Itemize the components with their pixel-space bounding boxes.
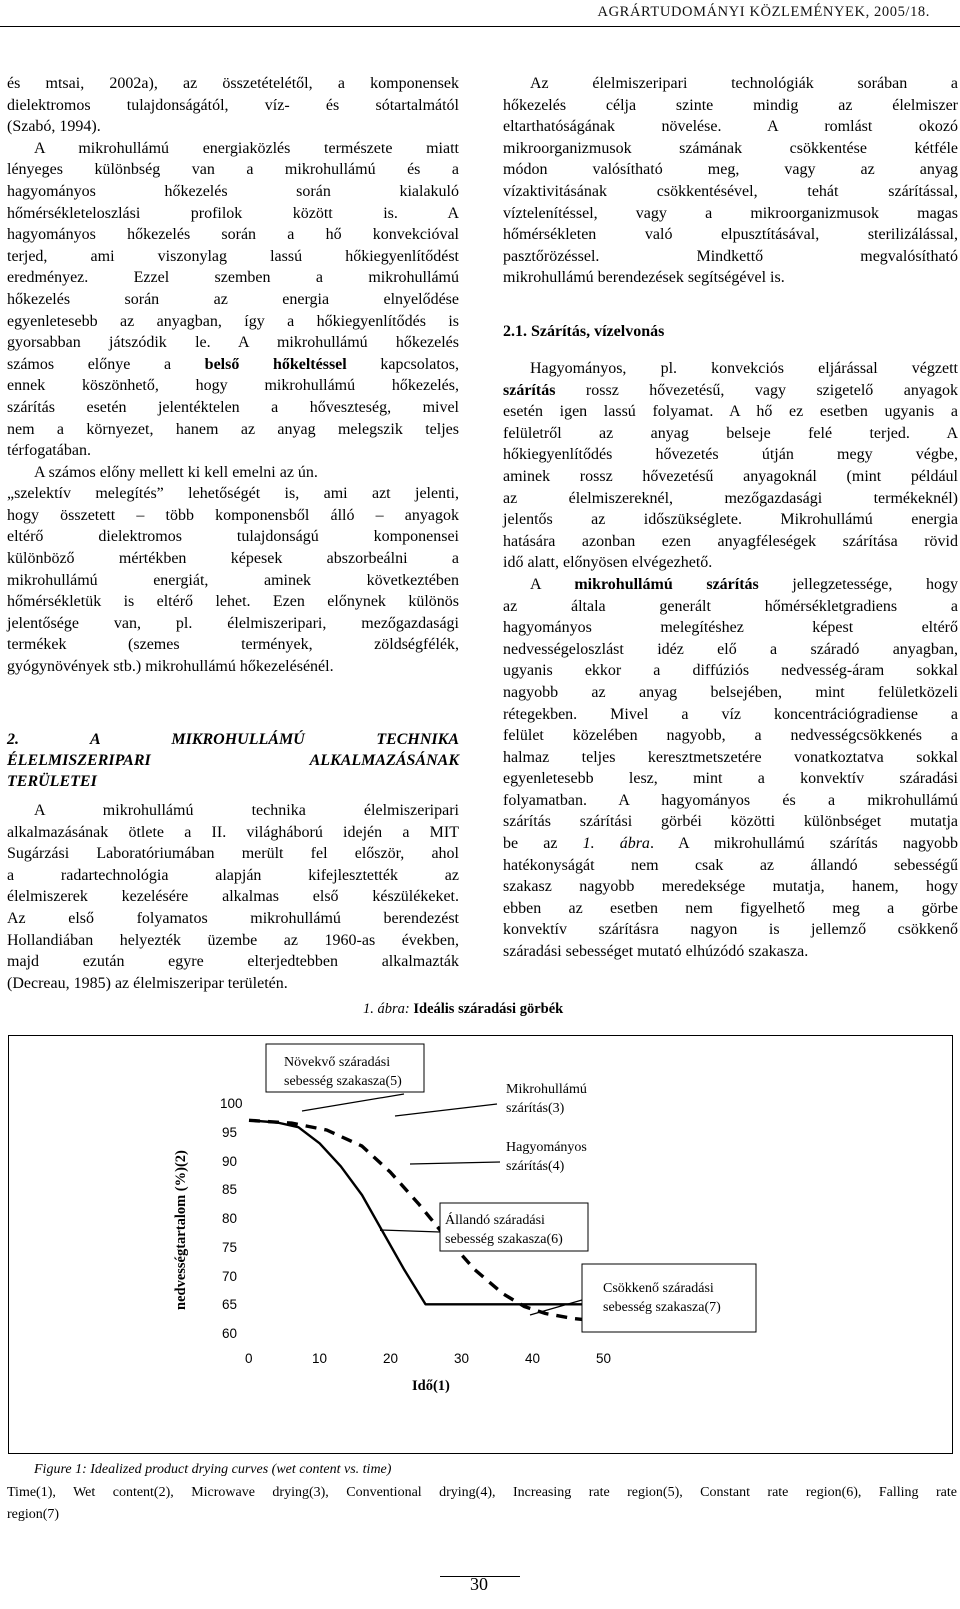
paragraph	[7, 800, 459, 994]
text-line: idő alatt, előnyösen elvégezhető.	[503, 554, 713, 572]
text-line: A mikrohullámú technika élelmiszeripari	[34, 802, 459, 819]
annotation-text: Mikrohullámú	[506, 1082, 587, 1097]
annotation-text: szárítás(4)	[506, 1159, 565, 1174]
text-line: hőkiegyenlítődés hővezetés útján megy végbe,	[503, 446, 958, 464]
text-line: dielektromos tulajdonságától, víz- és sótartalmától	[7, 96, 459, 114]
text-line: hatékonyságát nem csak az állandó sebességű	[503, 856, 958, 874]
text-run: rossz hővezetésű, vagy szigetelő anyagok	[555, 381, 958, 399]
text-line: hagyományos hőkezelés során kialakuló	[7, 182, 459, 200]
text-line: folyamatban. A hagyományos és a mikrohullámú	[503, 791, 958, 809]
annotation-text: Csökkenő száradási	[603, 1281, 714, 1296]
text-line: az általa generált hőmérsékletgradiens a	[503, 597, 958, 615]
text-line: ugyanis ekkor a diffúziós nedvesség-áram sokkal	[503, 662, 958, 680]
y-tick-label: 65	[222, 1297, 238, 1312]
label-increasing-rate	[266, 1044, 424, 1092]
label-constant-rate	[440, 1203, 588, 1251]
text-line: Hollandiában helyezték üzembe az 1960-as években,	[7, 931, 459, 949]
figure-caption	[363, 1001, 563, 1018]
paragraph	[7, 138, 459, 462]
label-microwave	[506, 1082, 587, 1116]
section-heading-2-1: 2.1. Szárítás, vízelvonás	[503, 323, 665, 340]
text-line: mikrohullámú berendezések segítségével is.	[503, 269, 785, 287]
text-line: lényeges különbség van a mikrohullámú és a	[7, 161, 459, 179]
text-line: nagyobb az anyag belsejében, mint felületközeli	[503, 683, 958, 701]
leader-line	[410, 1162, 500, 1164]
text-line: különböző mértékben képesek abszorbeálni a	[7, 550, 459, 568]
heading-line: TERÜLETEI	[7, 773, 97, 790]
bold-term: mikrohullámú szárítás	[574, 575, 759, 593]
text-line: ennek köszönhető, hogy mikrohullámú hőkezelés,	[7, 377, 459, 395]
text-line: terjed, ami viszonylag lassú hőkiegyenlítődést	[7, 247, 459, 265]
text-line: termékek (szemes termények, zöldségfélék,	[7, 636, 459, 654]
text-line: halmaz teljes keresztmetszetére vonatkoztatva sokkal	[503, 748, 958, 766]
annotation-box	[582, 1264, 756, 1332]
leader-line	[395, 1104, 497, 1116]
text-line: hagyományos hőkezelés során a hő konvekcióval	[7, 226, 459, 244]
text-line	[503, 380, 958, 402]
drying-curves-chart	[0, 1034, 960, 1460]
text-line: gyógynövények stb.) mikrohullámú hőkezelésénél.	[7, 658, 334, 676]
annotation-text: sebesség szakasza(6)	[445, 1232, 563, 1247]
leader-line	[302, 1094, 404, 1111]
x-tick-label: 30	[454, 1351, 470, 1366]
x-tick-label: 20	[383, 1351, 399, 1366]
x-tick-label: 10	[312, 1351, 328, 1366]
text-line: (Decreau, 1985) az élelmiszeripar területén.	[7, 974, 288, 992]
figure-title: Ideális száradási görbék	[413, 1001, 564, 1017]
text-line: Az első folyamatos mikrohullámú berendezést	[7, 909, 459, 927]
text-line: száradási sebességet mutató elhúzódó szakasza.	[503, 943, 809, 961]
text-line: esetén igen lassú folyamat. A hő ez esetben ugyanis a	[503, 403, 958, 421]
figure-reference: 1. ábra	[582, 835, 650, 853]
text-run: . A mikrohullámú szárítás nagyobb	[649, 835, 958, 853]
heading-line: 2. A MIKROHULLÁMÚ TECHNIKA	[7, 731, 459, 748]
label-falling-rate	[582, 1264, 756, 1332]
paragraph	[503, 574, 958, 963]
text-line: hőmérsékletük is eltérő lehet. Ezen előnynek különös	[7, 593, 459, 611]
text-line: jelentősége van, pl. élelmiszeripari, mezőgazdasági	[7, 614, 459, 632]
text-line: majd ezután egyre elterjedtebben alkalmazták	[7, 953, 459, 971]
text-line: pasztőrözéssel. Mindkettő megvalósítható	[503, 247, 958, 265]
text-line: szakasz nagyobb meredeksége mutatja, hanem, hogy	[503, 878, 958, 896]
text-line: hatására azonban ezen anyagféleségek szárítása rövid	[503, 532, 958, 550]
text-line: szárítás szárítási görbéi közötti különbséget mutatja	[503, 813, 958, 831]
text-line: Az élelmiszeripari technológiák sorában a	[530, 75, 958, 92]
text-run: A	[530, 575, 575, 593]
text-line: élelmiszerek kezelésére alkalmas első készülékeket.	[7, 888, 459, 906]
legend-line: Time(1), Wet content(2), Microwave drying(3), Conventional drying(4), Increasing rate region(5), Constant rate region(6), Falling rate	[7, 1485, 957, 1500]
bold-term: szárítás	[503, 381, 556, 399]
y-axis-ticks	[220, 1096, 243, 1341]
label-conventional	[506, 1140, 587, 1174]
text-line: a radartechnológia alapján kifejlesztették az	[7, 866, 459, 884]
text-run: jellegzetessége, hogy	[758, 575, 958, 593]
running-header: AGRÁRTUDOMÁNYI KÖZLEMÉNYEK, 2005/18.	[597, 4, 930, 20]
text-line: eredményez. Ezzel szemben a mikrohullámú	[7, 269, 459, 287]
text-run: számos előnye a	[7, 355, 205, 373]
text-line	[503, 574, 958, 596]
text-line: aminek rossz hővezetésű anyagoknál (mint például	[503, 467, 958, 485]
text-line: hőmérsékleten való elpusztításával, sterilizálással,	[503, 226, 958, 244]
x-tick-label: 40	[525, 1351, 541, 1366]
header-rule	[0, 26, 960, 27]
text-run: kapcsolatos,	[346, 355, 459, 373]
left-column	[7, 73, 459, 678]
text-line: nedvességeloszlást idéz elő a száradó anyagban,	[503, 640, 958, 658]
text-line: konvektív szárításra nagyon is jellemző csökkenő	[503, 921, 958, 939]
text-line: Hagyományos, pl. konvekciós eljárással végzett	[530, 360, 958, 377]
text-line: eltérő dielektromos tulajdonságú komponensei	[7, 528, 459, 546]
x-axis-ticks	[245, 1351, 611, 1366]
text-line: (Szabó, 1994).	[7, 118, 101, 136]
right-column	[503, 73, 958, 289]
text-line: „szelektív melegítés” lehetőségét is, ami azt jelenti,	[7, 485, 459, 503]
text-line: vízaktivitásának csökkentésével, tehát szárítással,	[503, 182, 958, 200]
text-line: alkalmazásának ötlete a II. világháború idején a MIT	[7, 823, 459, 841]
left-column-section2	[7, 800, 459, 994]
leader-line	[530, 1300, 582, 1315]
english-figure-caption: Figure 1: Idealized product drying curves (wet content vs. time)	[34, 1462, 392, 1477]
text-line: hőmérsékleteloszlási profilok között is. A	[7, 204, 459, 222]
text-line: A mikrohullámú energiaközlés természete miatt	[34, 139, 459, 157]
paragraph	[7, 73, 459, 138]
annotation-text: Hagyományos	[506, 1140, 587, 1155]
annotation-text: Állandó száradási	[445, 1213, 545, 1228]
text-line: hőkezelés célja szinte mindig az élelmiszer	[503, 96, 958, 114]
x-tick-label: 0	[245, 1351, 253, 1366]
text-line: egyenletesebb az anyagban, így a hőkiegyenlítődés is	[7, 312, 459, 330]
text-line: módon valósítható meg, vagy az anyag	[503, 161, 958, 179]
text-line: hőkezelés során az energia elnyelődése	[7, 290, 459, 308]
annotation-text: sebesség szakasza(5)	[284, 1074, 402, 1089]
text-line: mikroorganizmusok számának csökkentése kétféle	[503, 139, 958, 157]
y-tick-label: 75	[222, 1240, 238, 1255]
bold-term: belső hőkeltéssel	[204, 355, 347, 373]
y-tick-label: 85	[222, 1182, 238, 1197]
y-tick-label: 90	[222, 1154, 238, 1169]
paragraph	[7, 462, 459, 678]
paragraph	[503, 73, 958, 289]
text-line: hagyományos melegítéshez képest eltérő	[503, 619, 958, 637]
y-tick-label: 100	[220, 1096, 243, 1111]
text-line	[7, 354, 459, 376]
text-line: eltarthatóságának növelése. A romlást okozó	[503, 118, 958, 136]
text-line: nem a környezet, hanem az anyag melegszik teljes	[7, 420, 459, 438]
text-line: gyorsabban játszódik le. A mikrohullámú hőkezelés	[7, 334, 459, 352]
annotation-text: szárítás(3)	[506, 1101, 565, 1116]
y-tick-label: 95	[222, 1125, 238, 1140]
text-line: ebben az esetben nem figyelhető meg a görbe	[503, 899, 958, 917]
paragraph	[503, 358, 958, 574]
x-axis-title: Idő(1)	[412, 1378, 450, 1394]
annotation-text: Növekvő száradási	[284, 1055, 391, 1070]
english-figure-legend	[7, 1482, 957, 1526]
annotation-text: sebesség szakasza(7)	[603, 1300, 721, 1315]
text-line: jelentős az időszükséglete. Mikrohullámú energia	[503, 511, 958, 529]
y-tick-label: 60	[222, 1326, 238, 1341]
x-tick-label: 50	[596, 1351, 612, 1366]
text-line: szárítás esetén jelentéktelen a hőveszteség, mivel	[7, 398, 459, 416]
text-line: mikrohullámú energiát, aminek következtében	[7, 571, 459, 589]
text-line: hogy összetett – több komponensből álló – anyagok	[7, 506, 459, 524]
text-line: rétegekben. Mivel a víz koncentrációgradiense a	[503, 705, 958, 723]
text-line	[503, 833, 958, 855]
text-line: térfogatában.	[7, 442, 91, 460]
leader-line	[380, 1230, 440, 1232]
section-heading-2	[7, 729, 459, 792]
page-number: 30	[470, 1574, 488, 1594]
y-tick-label: 70	[222, 1269, 238, 1284]
figure-number: 1. ábra:	[363, 1001, 414, 1017]
text-run: be az	[503, 835, 583, 853]
right-column-section21	[503, 358, 958, 963]
text-line: A számos előny mellett ki kell emelni az ún.	[34, 463, 318, 481]
y-tick-label: 80	[222, 1211, 238, 1226]
text-line: és mtsai, 2002a), az összetételétől, a komponensek	[7, 75, 459, 92]
heading-line: ÉLELMISZERIPARI ALKALMAZÁSÁNAK	[7, 752, 459, 769]
legend-line: region(7)	[7, 1507, 60, 1522]
text-line: felület közelében nagyobb, a nedvességcsökkenés a	[503, 727, 958, 745]
text-line: felületről az anyag belseje felé terjed. A	[503, 424, 958, 442]
text-line: Sugárzási Laboratóriumában merült fel először, ahol	[7, 845, 459, 863]
text-line: az élelmiszereknél, mezőgazdasági termékeknél)	[503, 489, 958, 507]
text-line: víztelenítéssel, vagy a mikroorganizmusok magas	[503, 204, 958, 222]
y-axis-title: nedvességtartalom (%)(2)	[173, 1150, 189, 1310]
text-line: egyenletesebb lesz, mint a konvektív száradási	[503, 770, 958, 788]
